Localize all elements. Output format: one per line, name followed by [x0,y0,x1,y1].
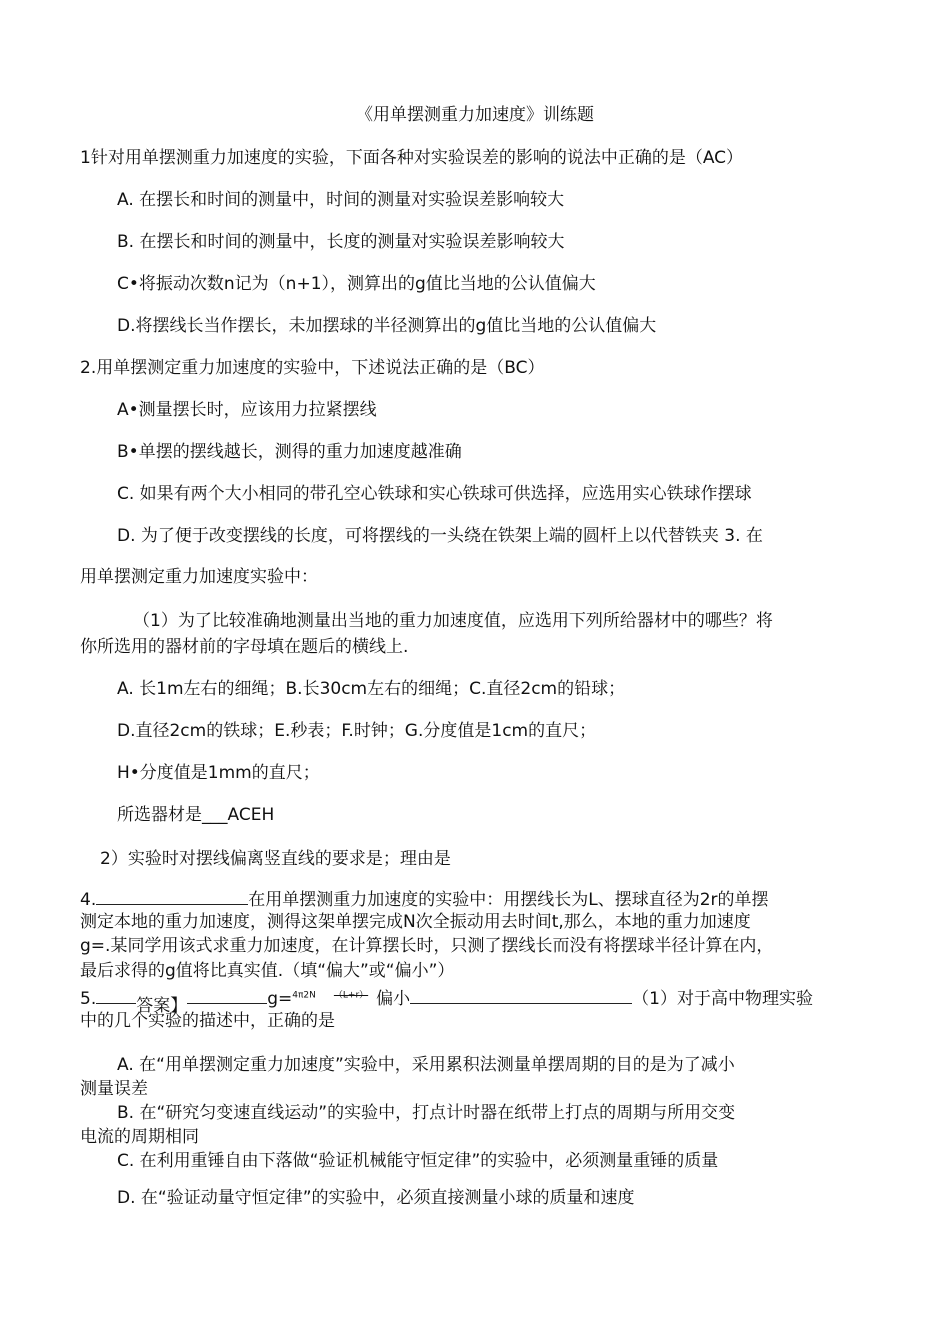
q2-option-d: D. 为了便于改变摆线的长度，可将摆线的一头绕在铁架上端的圆杆上以代替铁夹 3. 在 [117,526,763,546]
q5-blank-1 [96,986,136,1004]
q1-option-a: A. 在摆长和时间的测量中，时间的测量对实验误差影响较大 [117,190,565,210]
q4-answer-formula-term: （L+r） [333,990,369,1001]
q5-option-a: A. 在“用单摆测定重力加速度”实验中，采用累积法测量单摆周期的目的是为了减小 [117,1055,735,1075]
q4-first-line [80,887,769,911]
q4-answer-blank [96,887,248,905]
q1-option-c: C•将振动次数n记为（n+1），测算出的g值比当地的公认值偏大 [117,274,596,294]
q3-equipment-line1: A. 长1m左右的细绳；B.长30cm左右的细绳；C.直径2cm的铅球； [117,679,626,699]
q5-option-d: D. 在“验证动量守恒定律”的实验中，必须直接测量小球的质量和速度 [117,1188,635,1208]
q4-line2: 测定本地的重力加速度，测得这架单摆完成N次全振动用去时间t,那么，本地的重力加速度 [80,912,751,932]
q3-part1-stem: （1）为了比较准确地测量出当地的重力加速度值，应选用下列所给器材中的哪些？将 [133,611,773,631]
q4-answer-formula-numerator: 4π2N [292,990,316,1001]
q5-option-a-cont: 测量误差 [80,1079,148,1099]
q5-stem-cont: 中的几个实验的描述中，正确的是 [80,1011,335,1031]
q5-blank-2 [187,986,267,1004]
q2-option-b: B•单摆的摆线越长，测得的重力加速度越准确 [117,442,462,462]
q1-option-d: D.将摆线长当作摆长，未加摆球的半径测算出的g值比当地的公认值偏大 [117,316,657,336]
q5-blank-3 [410,986,632,1004]
q5-number: 5. [80,989,97,1009]
q3-equipment-line3: H•分度值是1mm的直尺； [117,763,320,783]
q3-stem: 用单摆测定重力加速度实验中： [80,567,318,587]
q4-text: 在用单摆测重力加速度的实验中：用摆线长为L、摆球直径为2r的单摆 [248,890,769,910]
q3-part1-stem-cont: 你所选用的器材前的字母填在题后的横线上. [80,637,409,657]
q3-equipment-line2: D.直径2cm的铁球；E.秒表；F.时钟；G.分度值是1cm的直尺； [117,721,597,741]
q2-stem: 2.用单摆测定重力加速度的实验中，下述说法正确的是（BC） [80,358,545,378]
q5-first-line [80,986,813,1016]
q2-option-a: A•测量摆长时，应该用力拉紧摆线 [117,400,377,420]
q3-part2-stem: 2）实验时对摆线偏离竖直线的要求是；理由是 [100,849,451,869]
q4-number: 4. [80,890,97,910]
q1-option-b: B. 在摆长和时间的测量中，长度的测量对实验误差影响较大 [117,232,565,252]
q4-answer-label: 答案】 [136,996,188,1016]
q4-line4: 最后求得的g值将比真实值.（填“偏大”或“偏小”） [80,961,455,981]
q3-answer-line: 所选器材是___ACEH [117,805,275,825]
q4-answer-formula-g: g= [267,989,293,1009]
q5-stem-start: （1）对于高中物理实验 [632,989,813,1009]
q4-line3: g=.某同学用该式求重力加速度，在计算摆长时，只测了摆线长而没有将摆球半径计算在内， [80,936,774,956]
q1-stem: 1针对用单摆测重力加速度的实验，下面各种对实验误差的影响的说法中正确的是（AC） [80,148,744,168]
q4-answer-result: 偏小 [376,989,411,1009]
q5-option-b: B. 在“研究匀变速直线运动”的实验中，打点计时器在纸带上打点的周期与所用交变 [117,1103,736,1123]
page-title: 《用单摆测重力加速度》训练题 [356,105,594,125]
q2-option-c: C. 如果有两个大小相同的带孔空心铁球和实心铁球可供选择，应选用实心铁球作摆球 [117,484,752,504]
q5-option-b-cont: 电流的周期相同 [80,1127,199,1147]
q5-option-c: C. 在利用重锤自由下落做“验证机械能守恒定律”的实验中，必须测量重锤的质量 [117,1151,719,1171]
